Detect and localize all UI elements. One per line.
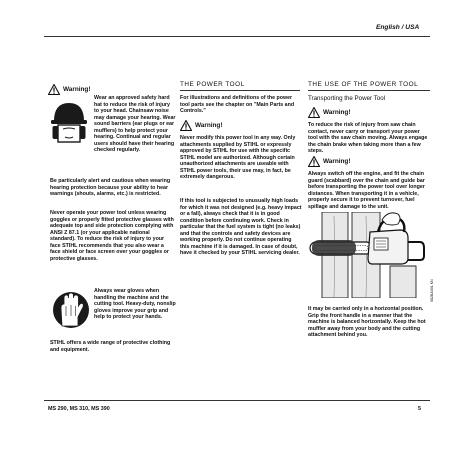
- horizontal-carry-paragraph: It may be carried only in a horizontal position. Grip the front handle in a manner that the machine is balanced horizontally. Keep the hot muffler away from your body and the cutting attachment behind you.: [308, 306, 426, 339]
- hard-hat-hearing-text: Wear an approved safety hard hat to reduce the risk of injury to your head. Chainsaw noise may damage your hearing. Wear sound barriers (ear plugs or ear mufflers) to help protect your hearing. Continual and regular users should have their hearing checked regularly.: [94, 95, 176, 154]
- warning-text: Warning!: [195, 122, 223, 129]
- hearing-protection-paragraph: Be particularly alert and cautious when wearing hearing protection because your ability to hear warnings (shouts, alarms, etc.) is restricted.: [50, 178, 171, 198]
- transporting-subheading: Transporting the Power Tool: [308, 95, 386, 102]
- figure-code: 082BA001 KN: [430, 279, 434, 302]
- language-label: English / USA: [376, 24, 420, 31]
- modification-paragraph: Never modify this power tool in any way. Only attachments supplied by STIHL or expressly approved by STIHL for use with the specific STIHL model are authorized. Although certain unauthorized attachments are useable with STIHL power tools, their use may, in fact, be extremely dangerous.: [180, 135, 296, 181]
- footer-rule: [44, 400, 430, 401]
- footer-models: MS 290, MS 310, MS 390: [48, 406, 110, 412]
- protective-clothing-paragraph: STIHL offers a wide range of protective clothing and equipment.: [50, 340, 171, 353]
- use-of-tool-heading-rule: [308, 90, 430, 91]
- warning-label: [180, 120, 222, 131]
- warning-icon: [48, 84, 60, 95]
- warning-text: Warning!: [323, 158, 351, 165]
- vehicle-transport-paragraph: Always switch off the engine, and fit the chain guard (scabbard) over the chain and guide bar before transporting the power tool over longer distances. When transporting it in a vehicle, properly secure it to prevent turnover, fuel spillage and damage to the unit.: [308, 171, 425, 210]
- warning-text: Warning!: [63, 86, 91, 93]
- warning-label: [308, 156, 350, 167]
- gloves-text: Always wear gloves when handling the machine and the cutting tool. Heavy-duty, nonslip gloves improve your grip and help to protect your hands.: [94, 288, 176, 321]
- power-tool-heading-rule: [180, 90, 300, 91]
- power-tool-intro: For illustrations and definitions of the power tool parts see the chapter on "Main Parts and Controls.": [180, 95, 295, 115]
- warning-text: Warning!: [323, 109, 351, 116]
- protective-glasses-paragraph: Never operate your power tool unless wearing goggles or properly fitted protective glasses with adequate top and side protection complying with ANSI Z 87.1 (or your applicable national standard). To reduce the risk of injury to your face STIHL recommends that you also wear a face shield or face screen over your goggles or protective glasses.: [50, 210, 174, 262]
- warning-icon: [308, 156, 320, 167]
- power-tool-heading: THE POWER TOOL: [180, 81, 245, 88]
- header-rule: [44, 36, 430, 37]
- warning-label: [48, 84, 90, 95]
- warning-icon: [180, 120, 192, 131]
- gloves-icon: [52, 286, 90, 334]
- carrying-chainsaw-illustration: [308, 212, 428, 298]
- saw-chain-transport-paragraph: To reduce the risk of injury from saw chain contact, never carry or transport your power tool with the saw chain moving. Always engage the chain brake when taking more than a few steps.: [308, 122, 428, 155]
- warning-label: [308, 107, 350, 118]
- high-load-paragraph: If this tool is subjected to unusually high loads for which it was not designed (e.g. heavy impact or a fall), always check that it is in good condition before continuing work. Check in particular that the fuel system is tight (no leaks) and that the controls and safety devices are working properly. Do not continue operating this machine if it is damaged. In case of doubt, have it checked by your STIHL servicing dealer.: [180, 198, 302, 257]
- hard-hat-ear-protection-icon: [50, 99, 88, 147]
- warning-icon: [308, 107, 320, 118]
- page-number: 5: [418, 406, 421, 412]
- use-of-tool-heading: THE USE OF THE POWER TOOL: [308, 81, 419, 88]
